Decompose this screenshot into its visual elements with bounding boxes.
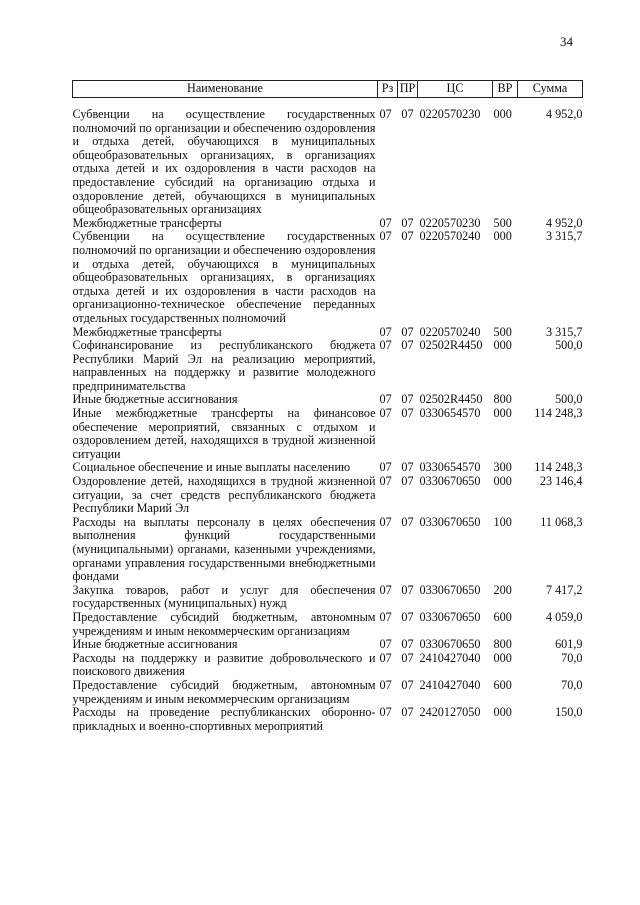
row-sum: 70,0	[561, 677, 583, 692]
row-name: Расходы на поддержку и развитие добровольческого и поискового движения	[72, 650, 376, 679]
table-row	[73, 393, 583, 407]
table-row	[73, 407, 583, 461]
row-sum: 11 068,3	[540, 514, 583, 529]
row-vr: 600	[493, 609, 512, 624]
row-pr: 07	[401, 392, 414, 407]
row-pr: 07	[401, 582, 414, 597]
header-pr: ПР	[398, 81, 418, 98]
row-rz: 07	[379, 324, 392, 339]
row-name: Предоставление субсидий бюджетным, автономным учреждениям и иным некоммерческим организациям	[72, 677, 376, 706]
table-row	[73, 230, 583, 325]
row-name: Закупка товаров, работ и услуг для обеспечения государственных (муниципальных) нужд	[72, 582, 376, 611]
row-rz: 07	[379, 609, 392, 624]
header-cs: ЦС	[418, 81, 493, 98]
row-pr: 07	[401, 609, 414, 624]
row-name: Субвенции на осуществление государственных полномочий по организации и обеспечению оздоровления и отдыха детей, обучающихся в муниципальных общеобразовательных организациях, в организациях отдыха детей и их оздоровления в части расходов на организационно-техническое обеспечение переданных отдельных государственных полномочий	[72, 229, 376, 325]
row-vr: 000	[493, 338, 512, 353]
table-header-row	[73, 81, 583, 98]
row-pr: 07	[401, 650, 414, 665]
row-cs: 0220570230	[419, 107, 481, 121]
row-rz: 07	[379, 229, 392, 244]
row-name: Иные бюджетные ассигнования	[72, 392, 238, 407]
row-name: Социальное обеспечение и иные выплаты населению	[72, 460, 351, 475]
table-row	[73, 584, 583, 611]
table-row	[73, 98, 583, 217]
row-cs: 0220570230	[419, 215, 481, 230]
row-cs: 0330670650	[419, 609, 481, 624]
row-name: Иные бюджетные ассигнования	[72, 637, 238, 652]
row-rz: 07	[379, 215, 392, 230]
row-rz: 07	[379, 474, 392, 489]
row-cs: 0330654570	[419, 460, 481, 475]
row-name: Расходы на проведение республиканских оборонно-прикладных и военно-спортивных мероприятий	[72, 705, 376, 733]
row-rz: 07	[379, 392, 392, 407]
row-name: Межбюджетные трансферты	[72, 324, 222, 339]
row-cs: 0330654570	[419, 406, 481, 421]
row-name: Предоставление субсидий бюджетным, автономным учреждениям и иным некоммерческим организациям	[72, 609, 376, 638]
row-pr: 07	[401, 324, 414, 339]
row-name: Иные межбюджетные трансферты на финансовое обеспечение мероприятий, связанных с отдыхом и оздоровлением детей, находящихся в трудной жизненной ситуации	[72, 406, 376, 461]
row-name: Межбюджетные трансферты	[72, 215, 222, 230]
row-cs: 0220570240	[419, 229, 481, 244]
row-sum: 601,9	[555, 637, 583, 652]
table-row	[73, 516, 583, 584]
row-vr: 800	[493, 637, 512, 652]
row-pr: 07	[401, 406, 414, 421]
row-pr: 07	[401, 215, 414, 230]
row-pr: 07	[401, 705, 414, 720]
row-vr: 100	[493, 514, 512, 529]
row-name: Софинансирование из республиканского бюджета Республики Марий Эл на реализацию мероприятий, направленных на поддержку и развитие молодежного предпринимательства	[72, 338, 376, 393]
table-row	[73, 611, 583, 638]
row-rz: 07	[379, 637, 392, 652]
table-row	[73, 461, 583, 475]
budget-table	[72, 80, 583, 733]
row-pr: 07	[401, 677, 414, 692]
row-cs: 0330670650	[419, 637, 481, 652]
row-rz: 07	[379, 705, 392, 720]
header-vr: ВР	[493, 81, 518, 98]
row-vr: 600	[493, 677, 512, 692]
row-rz: 07	[379, 650, 392, 665]
row-vr: 500	[493, 324, 512, 339]
row-name: Субвенции на осуществление государственных полномочий по организации и обеспечению оздоровления и отдыха детей, обучающихся в муниципальных общеобразовательных организациях, в организациях отдыха детей и их оздоровления в части расходов на предоставление субсидий на организацию отдыха и оздоровление детей, обучающихся в муниципальных общеобразовательных организациях	[72, 107, 376, 217]
row-name: Оздоровление детей, находящихся в трудной жизненной ситуации, за счет средств республиканского бюджета Республики Марий Эл	[72, 474, 376, 516]
row-vr: 000	[493, 107, 512, 121]
header-rz: Рз	[378, 81, 398, 98]
row-sum: 70,0	[561, 650, 583, 665]
row-rz: 07	[379, 582, 392, 597]
row-rz: 07	[379, 677, 392, 692]
row-cs: 2410427040	[419, 677, 481, 692]
row-pr: 07	[401, 637, 414, 652]
row-rz: 07	[379, 460, 392, 475]
row-sum: 4 952,0	[545, 215, 583, 230]
row-cs: 0330670650	[419, 582, 481, 597]
table-row	[73, 326, 583, 340]
row-cs: 02502R4450	[419, 392, 483, 407]
page-number: 34	[560, 34, 573, 49]
row-vr: 300	[493, 460, 512, 475]
row-sum: 4 952,0	[545, 107, 583, 121]
header-sum: Сумма	[518, 81, 583, 98]
row-name: Расходы на выплаты персоналу в целях обеспечения выполнения функций государственными (муниципальными) органами, казенными учреждениями, органами управления государственными внебюджетными фондами	[72, 514, 376, 584]
table-row	[73, 706, 583, 733]
row-cs: 0220570240	[419, 324, 481, 339]
row-pr: 07	[401, 474, 414, 489]
row-pr: 07	[401, 514, 414, 529]
row-cs: 2420127050	[419, 705, 481, 720]
row-cs: 02502R4450	[419, 338, 483, 353]
row-sum: 114 248,3	[534, 406, 583, 421]
row-pr: 07	[401, 460, 414, 475]
row-sum: 114 248,3	[534, 460, 583, 475]
table-row	[73, 679, 583, 706]
row-vr: 000	[493, 406, 512, 421]
row-rz: 07	[379, 107, 392, 121]
row-pr: 07	[401, 229, 414, 244]
table-row	[73, 638, 583, 652]
row-sum: 150,0	[555, 705, 583, 720]
row-pr: 07	[401, 338, 414, 353]
row-sum: 3 315,7	[545, 324, 583, 339]
row-cs: 0330670650	[419, 474, 481, 489]
row-pr: 07	[401, 107, 414, 121]
row-sum: 3 315,7	[545, 229, 583, 244]
row-vr: 200	[493, 582, 512, 597]
row-rz: 07	[379, 514, 392, 529]
table-row	[73, 339, 583, 393]
row-sum: 4 059,0	[545, 609, 583, 624]
row-vr: 000	[493, 229, 512, 244]
row-vr: 000	[493, 650, 512, 665]
row-sum: 500,0	[555, 338, 583, 353]
row-sum: 500,0	[555, 392, 583, 407]
table-row	[73, 652, 583, 679]
table-row	[73, 217, 583, 231]
row-cs: 2410427040	[419, 650, 481, 665]
row-sum: 23 146,4	[539, 474, 583, 489]
row-vr: 500	[493, 215, 512, 230]
row-rz: 07	[379, 338, 392, 353]
table-row	[73, 475, 583, 516]
row-vr: 000	[493, 705, 512, 720]
header-name: Наименование	[73, 81, 378, 98]
row-vr: 800	[493, 392, 512, 407]
row-sum: 7 417,2	[545, 582, 583, 597]
row-rz: 07	[379, 406, 392, 421]
row-cs: 0330670650	[419, 514, 481, 529]
row-vr: 000	[493, 474, 512, 489]
